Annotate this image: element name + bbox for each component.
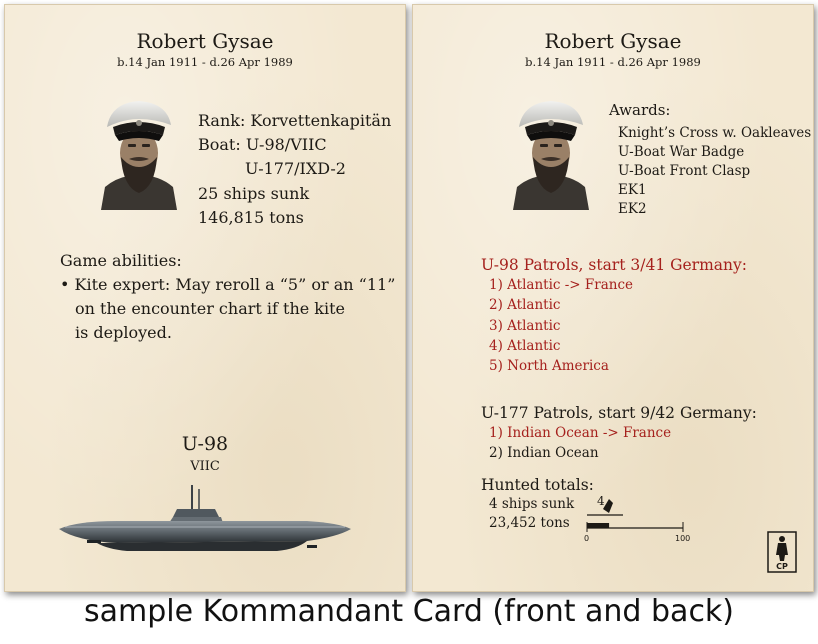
rank-text: Rank: Korvettenkapitän bbox=[198, 111, 392, 130]
submarine-illustration bbox=[57, 483, 353, 563]
ships-sunk-text: 25 ships sunk bbox=[198, 184, 310, 203]
boat-line-2: U-177/IXD-2 bbox=[245, 159, 346, 178]
ability-line-1: • Kite expert: May reroll a “5” or an “11” bbox=[60, 275, 396, 294]
boat-name: U-98 bbox=[181, 433, 229, 455]
ability-line-2: on the encounter chart if the kite bbox=[75, 299, 346, 318]
commander-portrait bbox=[99, 95, 179, 210]
logo-text: CP bbox=[776, 562, 788, 571]
u98-patrol-item: 3) Atlantic bbox=[489, 318, 561, 334]
award-item: EK1 bbox=[618, 182, 647, 198]
award-item: EK2 bbox=[618, 201, 647, 217]
card-back bbox=[412, 4, 814, 592]
u98-patrol-item: 5) North America bbox=[489, 358, 609, 374]
u98-patrol-item: 4) Atlantic bbox=[489, 338, 561, 354]
scale-min-label: 0 bbox=[584, 534, 590, 543]
tally-ships-value: 4 bbox=[597, 494, 605, 508]
hunted-ships-text: 4 ships sunk bbox=[489, 496, 575, 512]
u98-patrol-item: 2) Atlantic bbox=[489, 297, 561, 313]
tons-text: 146,815 tons bbox=[198, 208, 304, 227]
awards-title: Awards: bbox=[609, 101, 671, 119]
hunted-totals-title: Hunted totals: bbox=[481, 476, 594, 494]
u177-patrol-item: 1) Indian Ocean -> France bbox=[489, 425, 672, 441]
ability-line-3: is deployed. bbox=[75, 323, 172, 342]
tons-progress-bar bbox=[587, 523, 609, 528]
u98-patrols-title: U-98 Patrols, start 3/41 Germany: bbox=[481, 256, 747, 274]
hunted-tons-text: 23,452 tons bbox=[489, 515, 570, 531]
award-item: Knight’s Cross w. Oakleaves bbox=[618, 125, 812, 141]
u177-patrol-item: 2) Indian Ocean bbox=[489, 445, 599, 461]
boat-class: VIIC bbox=[190, 459, 220, 474]
commander-name-back: Robert Gysae bbox=[544, 29, 682, 53]
hunted-tally-track bbox=[583, 489, 693, 545]
u177-patrols-title: U-177 Patrols, start 9/42 Germany: bbox=[481, 404, 757, 422]
commander-name: Robert Gysae bbox=[136, 29, 274, 53]
boat-line-1: Boat: U-98/VIIC bbox=[198, 135, 327, 154]
award-item: U-Boat War Badge bbox=[618, 144, 745, 160]
abilities-title: Game abilities: bbox=[60, 251, 182, 270]
card-front bbox=[4, 4, 406, 592]
caption: sample Kommandant Card (front and back) bbox=[83, 594, 735, 629]
scale-max-label: 100 bbox=[675, 534, 691, 543]
cp-logo bbox=[767, 531, 797, 573]
commander-dates: b.14 Jan 1911 - d.26 Apr 1989 bbox=[117, 55, 293, 69]
u98-patrol-item: 1) Atlantic -> France bbox=[489, 277, 634, 293]
commander-dates-back: b.14 Jan 1911 - d.26 Apr 1989 bbox=[525, 55, 701, 69]
award-item: U-Boat Front Clasp bbox=[618, 163, 751, 179]
commander-portrait-back bbox=[511, 95, 591, 210]
